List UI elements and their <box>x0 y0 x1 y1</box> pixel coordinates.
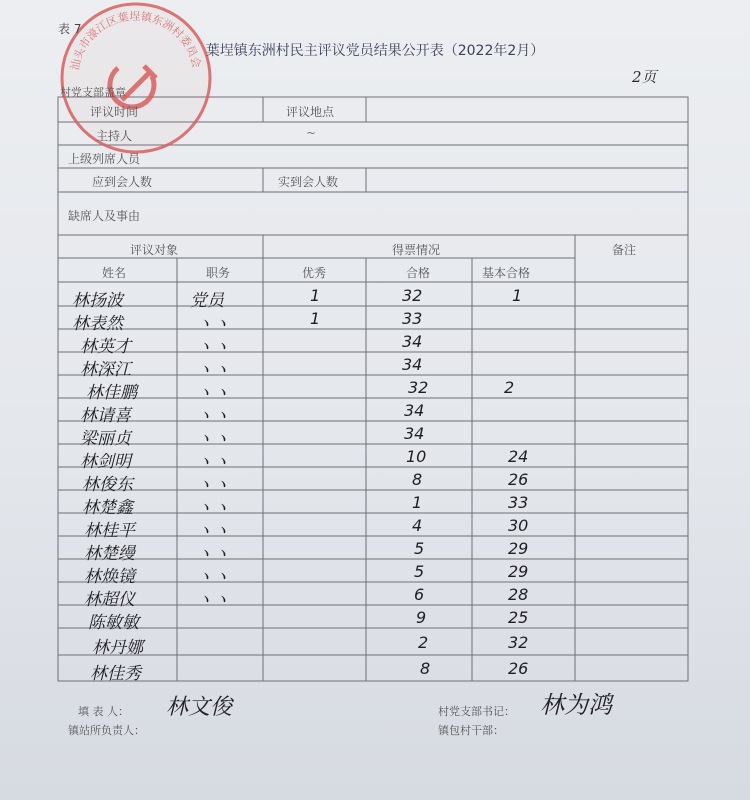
cell-qualified: 34 <box>404 424 425 443</box>
page-note: 2页 <box>632 68 657 86</box>
cell-basic: 26 <box>508 470 529 489</box>
cell-qualified: 34 <box>402 355 423 374</box>
cell-qualified: 32 <box>408 378 429 397</box>
cell-name: 林楚缦 <box>84 544 135 564</box>
cell-position: ヽヽ <box>196 383 230 403</box>
cell-position: ヽヽ <box>196 452 230 472</box>
cell-basic: 26 <box>508 659 529 678</box>
cell-basic: 2 <box>504 378 515 397</box>
cell-name: 林佳鹏 <box>86 383 137 403</box>
cell-name: 林焕镜 <box>84 567 135 587</box>
cell-name: 梁丽贞 <box>80 429 131 449</box>
cell-name: 林佳秀 <box>90 664 141 684</box>
cell-name: 陈敏敏 <box>88 613 139 633</box>
cell-qualified: 2 <box>418 633 429 652</box>
cell-qualified: 6 <box>414 585 425 604</box>
cell-qualified: 32 <box>402 286 423 305</box>
cell-position: ヽヽ <box>196 521 230 541</box>
cell-position: ヽヽ <box>196 429 230 449</box>
cell-name: 林超仪 <box>84 590 135 610</box>
cell-basic: 24 <box>508 447 529 466</box>
col-excellent: 优秀 <box>302 266 327 280</box>
page-title: 葉埕镇东洲村民主评议党员结果公开表（2022年2月） <box>205 43 545 59</box>
col-qualified: 合格 <box>406 266 431 280</box>
cell-basic: 25 <box>508 608 529 627</box>
secretary-label: 村党支部书记： <box>438 705 515 718</box>
station-label: 镇站所负责人： <box>68 724 145 737</box>
cell-name: 林楚鑫 <box>82 498 133 518</box>
cell-name: 林深江 <box>80 360 131 380</box>
col-votes-group: 得票情况 <box>392 243 441 257</box>
form-number: 表 7 <box>58 22 82 36</box>
cell-basic: 29 <box>508 562 529 581</box>
cell-position: ヽヽ <box>196 314 230 334</box>
cell-position: ヽヽ <box>196 590 230 610</box>
cell-basic: 30 <box>508 516 529 535</box>
cell-qualified: 10 <box>406 447 427 466</box>
cell-name: 林俊东 <box>82 475 133 495</box>
superior-label: 上级列席人员 <box>68 152 141 166</box>
cell-qualified: 33 <box>402 309 423 328</box>
time-label: 评议时间 <box>90 105 139 119</box>
cell-basic: 1 <box>512 286 523 305</box>
filler-signature: 林文俊 <box>166 695 233 720</box>
cell-qualified: 8 <box>420 659 431 678</box>
col-remarks: 备注 <box>612 243 637 257</box>
cell-name: 林请喜 <box>80 406 131 426</box>
cell-name: 林扬波 <box>72 291 123 311</box>
stamp-text: 汕头市濠江区葉埕镇东洲村委员会 <box>68 9 204 72</box>
cell-position: ヽヽ <box>196 567 230 587</box>
col-name: 姓名 <box>102 266 127 280</box>
col-target-group: 评议对象 <box>130 243 179 257</box>
actual-label: 实到会人数 <box>278 175 339 189</box>
cell-name: 林剑明 <box>80 452 131 472</box>
col-basic: 基本合格 <box>482 266 531 280</box>
cell-basic: 29 <box>508 539 529 558</box>
cell-qualified: 9 <box>416 608 427 627</box>
cell-qualified: 34 <box>402 332 423 351</box>
cell-name: 林表然 <box>72 314 123 334</box>
cadre-label: 镇包村干部： <box>438 724 504 737</box>
cell-name: 林桂平 <box>84 521 135 541</box>
cell-basic: 32 <box>508 633 529 652</box>
branch-seal-label: 村党支部盖章 <box>60 86 126 99</box>
cell-position: ヽヽ <box>196 475 230 495</box>
cell-name: 林英才 <box>80 337 131 357</box>
cell-position: ヽヽ <box>196 406 230 426</box>
col-position: 职务 <box>206 266 231 280</box>
cell-position: ヽヽ <box>196 360 230 380</box>
cell-qualified: 5 <box>414 562 425 581</box>
cell-position: ヽヽ <box>196 498 230 518</box>
expected-label: 应到会人数 <box>92 175 153 189</box>
cell-position: ヽヽ <box>196 544 230 564</box>
cell-name: 林丹娜 <box>92 638 143 658</box>
cell-qualified: 34 <box>404 401 425 420</box>
secretary-signature: 林为鸿 <box>540 691 612 719</box>
cell-qualified: 8 <box>412 470 423 489</box>
cell-qualified: 4 <box>412 516 423 535</box>
filler-label: 填 表 人： <box>78 705 129 718</box>
cell-qualified: 5 <box>414 539 425 558</box>
absent-label: 缺席人及事由 <box>68 209 141 223</box>
cell-position: ヽヽ <box>196 337 230 357</box>
cell-excellent: 1 <box>310 309 321 328</box>
host-value: ~ <box>306 126 317 140</box>
cell-basic: 33 <box>508 493 529 512</box>
host-label: 主持人 <box>96 129 133 143</box>
cell-position: 党员 <box>190 291 224 311</box>
place-label: 评议地点 <box>286 105 335 119</box>
cell-basic: 28 <box>508 585 529 604</box>
cell-qualified: 1 <box>412 493 423 512</box>
cell-excellent: 1 <box>310 286 321 305</box>
